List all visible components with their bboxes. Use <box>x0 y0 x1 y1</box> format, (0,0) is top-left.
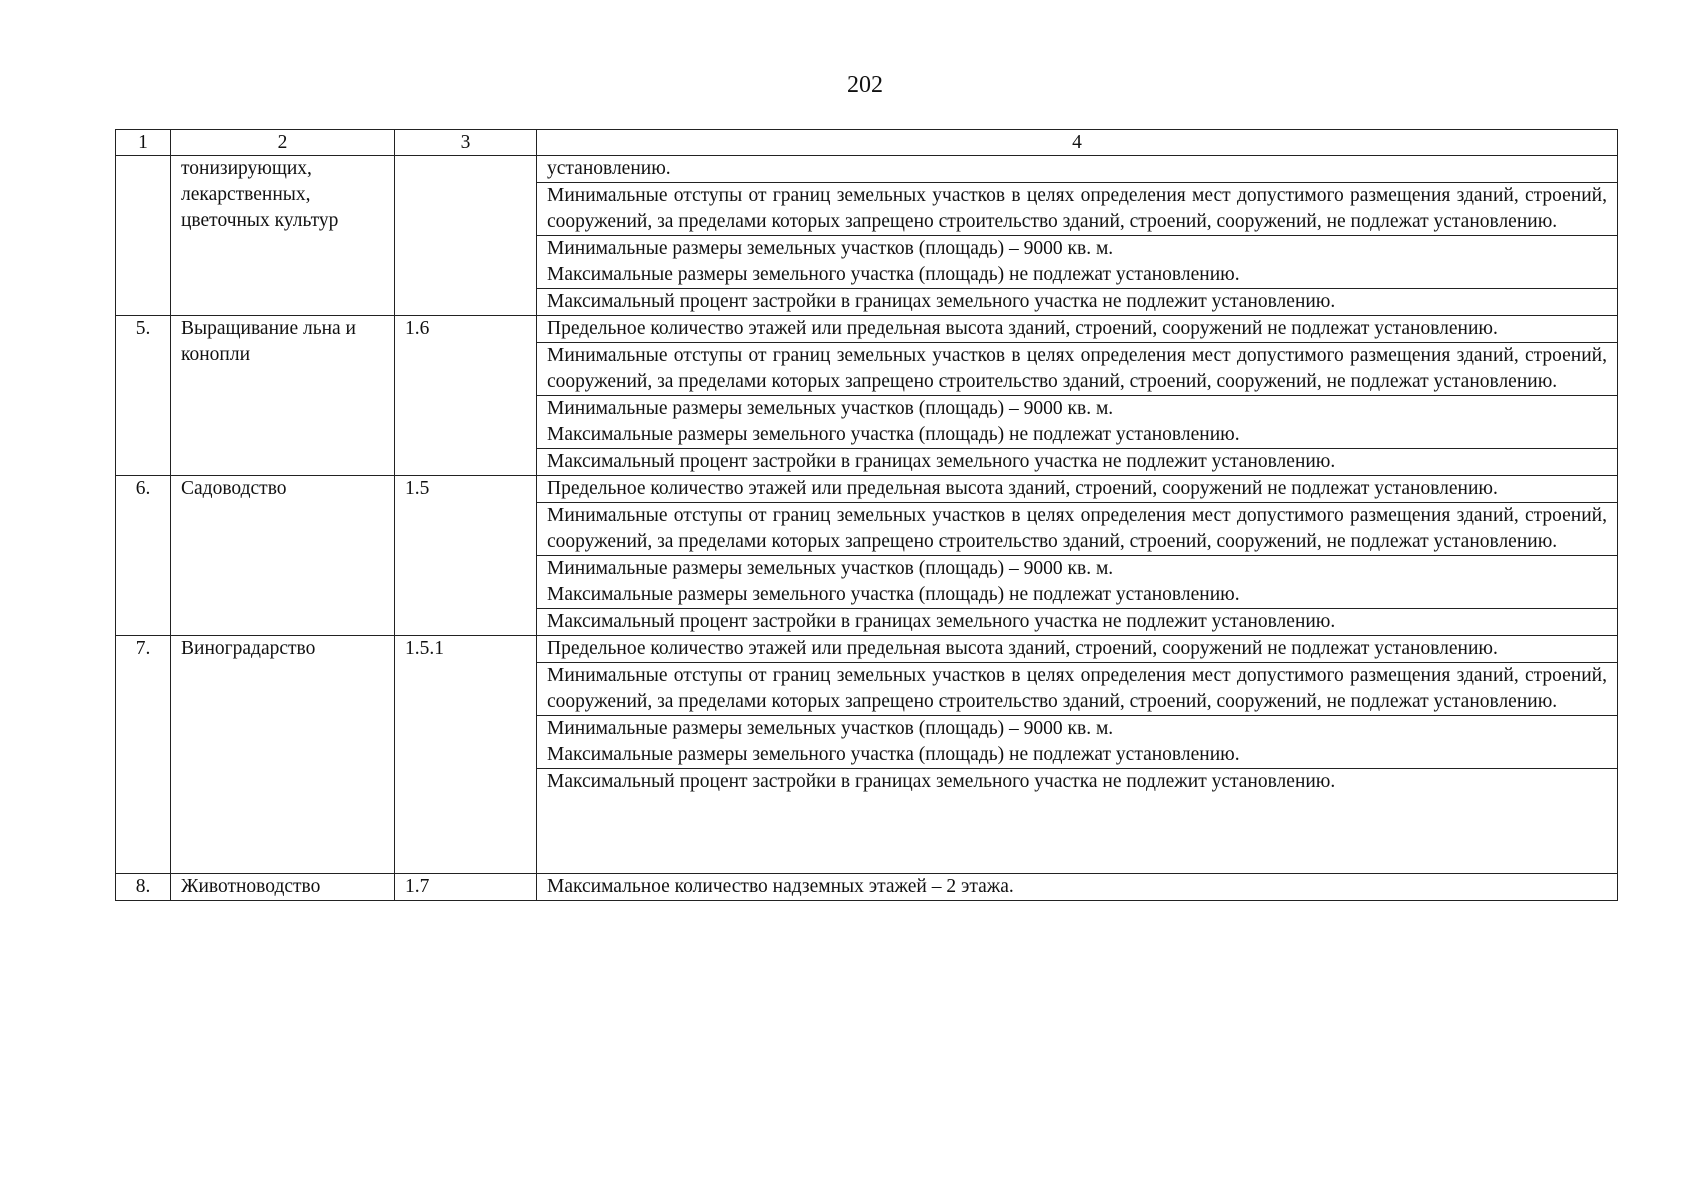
param-floors: Предельное количество этажей или предельная высота зданий, строений, сооружений не подлежат установлению. <box>537 316 1618 343</box>
land-use-code: 1.7 <box>395 874 537 901</box>
row-number: 6. <box>116 476 171 636</box>
param-min-size: Минимальные размеры земельных участков (площадь) – 9000 кв. м. <box>547 718 1114 739</box>
land-use-code: 1.5 <box>395 476 537 636</box>
column-header: 1 <box>116 130 171 156</box>
param-floors: Максимальное количество надземных этажей – 2 этажа. <box>537 874 1618 901</box>
param-coverage: Максимальный процент застройки в границах земельного участка не подлежит установлению. <box>537 609 1618 636</box>
land-use-name: тонизирующих, лекарственных, цветочных культур <box>171 156 395 316</box>
column-header: 2 <box>171 130 395 156</box>
param-floors: Предельное количество этажей или предельная высота зданий, строений, сооружений не подлежат установлению. <box>537 476 1618 503</box>
param-size <box>537 716 1618 769</box>
page-number: 202 <box>847 72 883 98</box>
land-use-name: Животноводство <box>171 874 395 901</box>
param-min-size: Минимальные размеры земельных участков (площадь) – 9000 кв. м. <box>547 398 1114 419</box>
row-number <box>116 156 171 316</box>
param-max-size: Максимальные размеры земельного участка (площадь) не подлежат установлению. <box>547 424 1240 445</box>
param-max-size: Максимальные размеры земельного участка (площадь) не подлежат установлению. <box>547 264 1240 285</box>
param-max-size: Максимальные размеры земельного участка (площадь) не подлежат установлению. <box>547 584 1240 605</box>
param-size <box>537 396 1618 449</box>
param-min-size: Минимальные размеры земельных участков (площадь) – 9000 кв. м. <box>547 558 1114 579</box>
param-size <box>537 556 1618 609</box>
param-setbacks: Минимальные отступы от границ земельных участков в целях определения мест допустимого размещения зданий, строений, сооружений, за пределами которых запрещено строительство зданий, строений, сооружений, не подлежат установлению. <box>537 663 1618 716</box>
land-use-code: 1.5.1 <box>395 636 537 874</box>
land-use-code: 1.6 <box>395 316 537 476</box>
table-header-row <box>116 130 1618 156</box>
param-coverage: Максимальный процент застройки в границах земельного участка не подлежит установлению. <box>537 289 1618 316</box>
param-coverage: Максимальный процент застройки в границах земельного участка не подлежит установлению. <box>537 449 1618 476</box>
table-row <box>116 874 1618 901</box>
param-min-size: Минимальные размеры земельных участков (площадь) – 9000 кв. м. <box>547 238 1114 259</box>
regulations-table <box>115 129 1618 901</box>
land-use-name: Выращивание льна и конопли <box>171 316 395 476</box>
land-use-name: Виноградарство <box>171 636 395 874</box>
column-header: 4 <box>537 130 1618 156</box>
row-number: 7. <box>116 636 171 874</box>
land-use-name: Садоводство <box>171 476 395 636</box>
table-row <box>116 156 1618 183</box>
land-use-code <box>395 156 537 316</box>
param-max-size: Максимальные размеры земельного участка (площадь) не подлежат установлению. <box>547 744 1240 765</box>
param-floors: установлению. <box>537 156 1618 183</box>
param-coverage: Максимальный процент застройки в границах земельного участка не подлежит установлению. <box>537 769 1618 874</box>
row-number: 5. <box>116 316 171 476</box>
table-row <box>116 636 1618 663</box>
param-setbacks: Минимальные отступы от границ земельных участков в целях определения мест допустимого размещения зданий, строений, сооружений, за пределами которых запрещено строительство зданий, строений, сооружений, не подлежат установлению. <box>537 503 1618 556</box>
param-setbacks: Минимальные отступы от границ земельных участков в целях определения мест допустимого размещения зданий, строений, сооружений, за пределами которых запрещено строительство зданий, строений, сооружений, не подлежат установлению. <box>537 343 1618 396</box>
row-number: 8. <box>116 874 171 901</box>
param-floors: Предельное количество этажей или предельная высота зданий, строений, сооружений не подлежат установлению. <box>537 636 1618 663</box>
param-setbacks: Минимальные отступы от границ земельных участков в целях определения мест допустимого размещения зданий, строений, сооружений, за пределами которых запрещено строительство зданий, строений, сооружений, не подлежат установлению. <box>537 183 1618 236</box>
column-header: 3 <box>395 130 537 156</box>
param-size <box>537 236 1618 289</box>
table-row <box>116 316 1618 343</box>
table-row <box>116 476 1618 503</box>
